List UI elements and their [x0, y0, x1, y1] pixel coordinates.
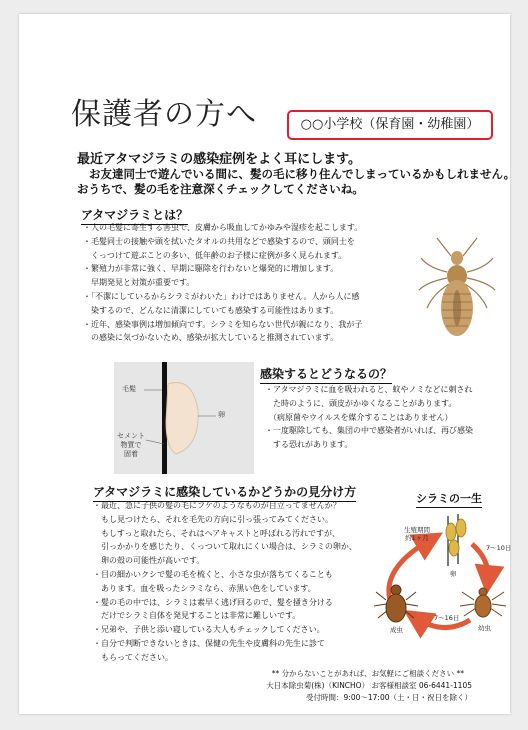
life-cycle-graphic [374, 508, 512, 643]
lead-line-3: おうちで、髪の毛を注意深くチェックしてくださいね。 [77, 182, 364, 196]
section-heading-infection: 感染するとどうなるの？ [260, 365, 392, 384]
lead-line-1: 最近アタマジラミの感染症例をよく耳にします。 [77, 152, 362, 167]
list-item: する恐れがあります。 [265, 440, 353, 450]
list-item: ・一度駆除しても、集団の中で感染者がいれば、再び感染 [265, 426, 473, 436]
adult-stage-label: 成虫 [390, 626, 403, 634]
section-heading-check: アタマジラミに感染しているかどうかの見分け方 [93, 483, 356, 502]
list-item: ・繁殖力が非常に強く、早期に駆除を行わないと爆発的に増加します。 [83, 264, 339, 274]
list-item: の感染に気づかないため、感染が拡大していると推測されています。 [83, 333, 339, 343]
infection-list [265, 383, 473, 452]
list-item: ・毛髪同士の接触や頭を拭いたタオルの共用などで感染するので、頭同士を [83, 236, 355, 246]
list-item: 染するので、どんなに清潔にしていても感染する可能性はあります。 [83, 305, 339, 315]
life-cycle-diagram [374, 508, 512, 643]
cement-label: セメント 物質で 固着 [117, 432, 145, 458]
egg-label: 卵 [218, 411, 225, 419]
life-cycle-title: シラミの一生 [416, 490, 482, 508]
lead-line-2: お友達同士で遊んでいる間に、髪の毛に移り住んでしまっているかもしれません。 [89, 167, 516, 181]
page-title: 保護者の方へ [71, 97, 257, 132]
egg-on-hair-photo [114, 362, 254, 474]
section-heading-about: アタマジラミとは？ [81, 206, 188, 225]
about-list [83, 221, 362, 345]
list-item: ・人の毛髪に寄生する害虫で、皮膚から吸血してかゆみや湿疹を起こします。 [83, 223, 363, 232]
egg-days-label: 7〜10日 [486, 544, 512, 552]
footer-hours: 受付時間：9:00〜17:00（土・日・祝日を除く） [306, 693, 472, 702]
list-item: ・髪の毛の中では、シラミは素早く逃げ回るので、髪を掻き分ける [93, 597, 333, 607]
head-louse-photo [411, 228, 503, 346]
list-item: もらってください。 [93, 652, 173, 662]
nymph-stage-label: 幼虫 [478, 624, 491, 632]
footer-company: 大日本除虫菊(株)（KINCHO） お客様相談室 06-6441-1105 [266, 681, 472, 690]
list-item: あります。血を吸ったシラミなら、赤黒い色をしています。 [93, 583, 316, 593]
list-item: ・兄弟や、子供と添い寝している大人もチェックしてください。 [93, 625, 325, 635]
eggs-icon [446, 514, 466, 566]
nymph-icon [460, 588, 506, 617]
nymph-days-label: 7〜16日 [434, 614, 460, 622]
flyer-page [19, 14, 516, 714]
list-item: （病原菌やウイルスを媒介することはありません） [265, 412, 453, 422]
list-item: 卵の殻の可能性が高いです。 [93, 556, 205, 566]
list-item: ・近年、感染事例は増加傾向です。シラミを知らない世代が親になり、我が子 [83, 319, 363, 329]
list-item: ・目の細かいクシで髪の毛を梳くと、小さな虫が落ちてくることも [93, 569, 333, 579]
list-item: ・アタマジラミに血を吸われると、蚊やノミなどに刺され [265, 385, 473, 394]
list-item: くっつけて遊ぶことの多い、低年齢のお子様に症例が多く見られます。 [83, 250, 347, 260]
lifespan-label: 生殖期間 約1ヶ月 [404, 526, 430, 542]
list-item: もし見つけたら、それを毛先の方向に引っ張ってみてください。 [93, 514, 333, 524]
list-item: 引っかかりを感じたり、くっついて取れにくい場合は、シラミの卵か、 [93, 542, 357, 552]
list-item: ・自分で判断できないときは、保健の先生や皮膚科の先生に診て [93, 638, 325, 648]
list-item: 早期発見と対策が重要です。 [83, 278, 195, 288]
list-item: ・最近、急に子供の髪の毛にフケのようなものが目立ってませんか？ [93, 501, 341, 510]
footer-contact-note: ** 分からないことがあれば、お気軽にご相談ください ** [271, 669, 464, 678]
check-list [93, 499, 357, 665]
list-item: もしすっと取れたら、それはヘアキャストと呼ばれる汚れですが、 [93, 528, 340, 538]
list-item: だけでシラミ自体を発見することは非常に難しいです。 [93, 611, 301, 621]
hair-label: 毛髪 [122, 385, 136, 393]
list-item: ・「不潔にしているからシラミがわいた」わけではありません。人から人に感 [83, 291, 360, 301]
adult-icon [374, 585, 418, 622]
school-name-box: ○○小学校（保育園・幼稚園） [287, 110, 493, 140]
egg-stage-label: 卵 [450, 570, 457, 578]
list-item: た時のように、頭皮がかゆくなることがあります。 [265, 398, 457, 408]
